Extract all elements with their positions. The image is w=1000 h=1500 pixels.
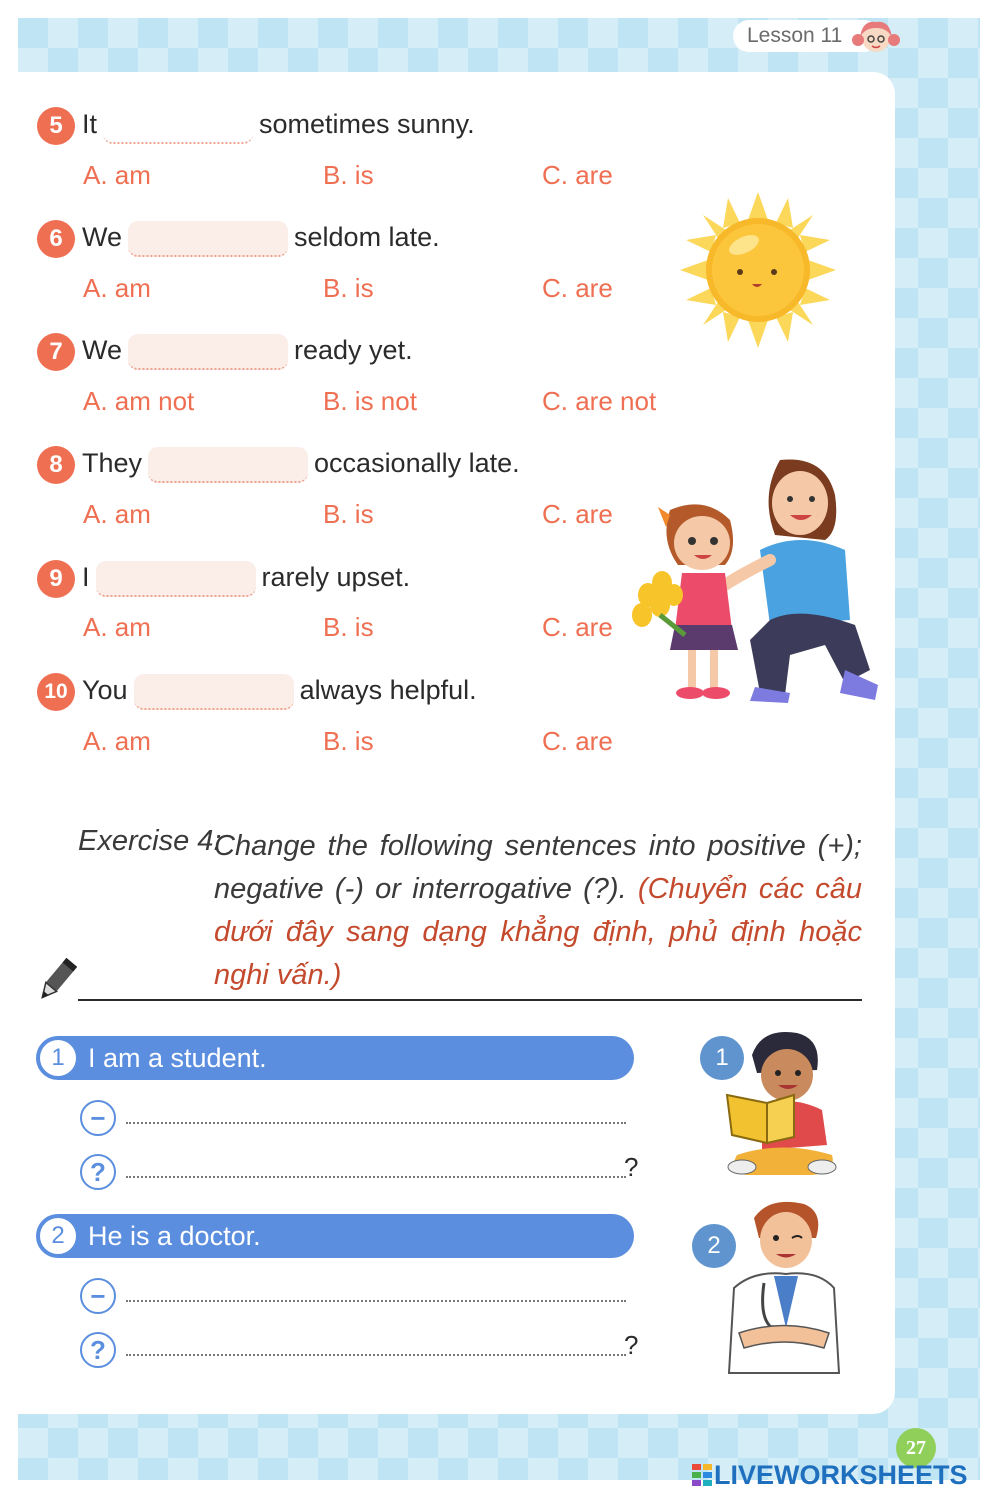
sentence-start: You — [82, 675, 128, 706]
option-c[interactable]: C. are — [542, 612, 613, 642]
option-a[interactable]: A. am — [83, 612, 151, 642]
question-symbol-icon: ? — [80, 1332, 116, 1368]
sentence-end: sometimes sunny. — [259, 109, 475, 140]
sentence-start: We — [82, 335, 123, 366]
option-a[interactable]: A. am not — [83, 386, 195, 416]
option-c[interactable]: C. are — [542, 160, 613, 190]
option-c[interactable]: C. are — [542, 273, 613, 303]
negative-answer-line[interactable] — [126, 1108, 626, 1124]
sentence-start: They — [82, 448, 143, 479]
option-a[interactable]: A. am — [83, 726, 151, 756]
item-sentence: He is a doctor. — [88, 1221, 261, 1251]
option-b[interactable]: B. is — [323, 160, 374, 190]
answer-blank[interactable] — [134, 674, 294, 710]
sentence-end: ready yet. — [294, 335, 413, 366]
option-a[interactable]: A. am — [83, 499, 151, 529]
option-a[interactable]: A. am — [83, 160, 151, 190]
instruction-english: Change the following sentences into positive (+); negative (-) or interrogative (?). — [214, 830, 862, 905]
answer-blank[interactable] — [128, 221, 288, 257]
option-b[interactable]: B. is not — [323, 386, 417, 416]
question-end-mark: ? — [624, 1152, 639, 1182]
negative-symbol-icon: − — [80, 1278, 116, 1314]
instruction-vietnamese: (Chuyển các câu dưới đây sang dạng khẳng định, phủ định hoặc nghi vấn.) — [214, 873, 862, 991]
lesson-label: Lesson 11 — [747, 24, 843, 47]
option-b[interactable]: B. is — [323, 273, 374, 303]
option-c[interactable]: C. are — [542, 726, 613, 756]
answer-blank[interactable] — [148, 447, 308, 483]
question-number: 7 — [37, 333, 75, 371]
liveworksheets-logo — [692, 1460, 968, 1491]
question-sentence — [82, 108, 475, 144]
answer-blank[interactable] — [128, 334, 288, 370]
question-sentence — [82, 221, 440, 257]
sentence-start: It — [82, 109, 98, 140]
question-number: 10 — [37, 673, 75, 711]
question-sentence — [82, 447, 520, 483]
sentence-end: seldom late. — [294, 222, 440, 253]
question-answer-line[interactable] — [126, 1340, 626, 1356]
option-c[interactable]: C. are not — [542, 386, 657, 416]
option-c[interactable]: C. are — [542, 499, 613, 529]
sentence-end: rarely upset. — [261, 562, 411, 593]
question-number: 6 — [37, 220, 75, 258]
question-answer-line[interactable] — [126, 1162, 626, 1178]
exercise-instruction — [214, 825, 862, 997]
sentence-start: I — [82, 562, 90, 593]
question-number: 8 — [37, 446, 75, 484]
doctor-illustration — [724, 1198, 842, 1376]
logo-grid-icon — [692, 1464, 712, 1486]
sentence-start: We — [82, 222, 123, 253]
answer-blank[interactable] — [103, 108, 253, 144]
picture-badge: 1 — [700, 1036, 744, 1080]
pencil-icon — [32, 955, 82, 1005]
sentence-banner — [36, 1036, 634, 1080]
question-end-mark: ? — [624, 1330, 639, 1360]
option-b[interactable]: B. is — [323, 726, 374, 756]
girl-mascot-icon — [850, 16, 902, 58]
item-number: 2 — [38, 1216, 78, 1256]
question-sentence — [82, 334, 413, 370]
option-b[interactable]: B. is — [323, 612, 374, 642]
negative-symbol-icon: − — [80, 1100, 116, 1136]
answer-blank[interactable] — [96, 561, 256, 597]
negative-answer-line[interactable] — [126, 1286, 626, 1302]
picture-badge: 2 — [692, 1224, 736, 1268]
smiling-sun-illustration — [678, 190, 838, 350]
boy-reading-illustration — [722, 1025, 840, 1180]
mother-and-daughter-illustration — [630, 455, 885, 705]
page-number: 27 — [896, 1428, 936, 1468]
item-sentence: I am a student. — [88, 1043, 267, 1073]
sentence-end: always helpful. — [299, 675, 477, 706]
question-sentence — [82, 674, 477, 710]
question-number: 5 — [37, 107, 75, 145]
exercise-divider — [78, 999, 862, 1001]
question-symbol-icon: ? — [80, 1154, 116, 1190]
sentence-end: occasionally late. — [314, 448, 520, 479]
exercise-label: Exercise 4: — [78, 825, 222, 857]
sentence-banner — [36, 1214, 634, 1258]
option-b[interactable]: B. is — [323, 499, 374, 529]
option-a[interactable]: A. am — [83, 273, 151, 303]
question-sentence — [82, 561, 410, 597]
item-number: 1 — [38, 1038, 78, 1078]
question-number: 9 — [37, 560, 75, 598]
logo-text: LIVEWORKSHEETS — [714, 1460, 968, 1490]
